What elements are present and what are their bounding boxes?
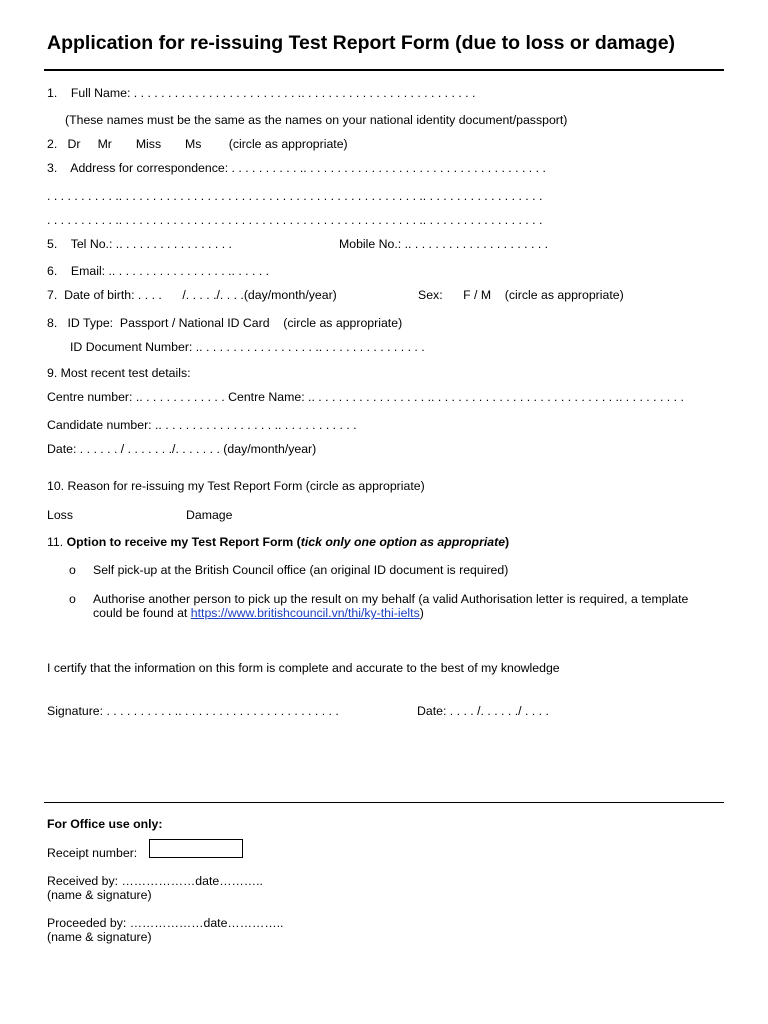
received-by-field[interactable]: Received by: ………………date……….. [47, 874, 263, 888]
full-name-field[interactable]: 1. Full Name: . . . . . . . . . . . . . . . . . . . . . . . . .. . . . . . . . . . . . . . . . . . . . . . . . . . [47, 86, 476, 100]
office-heading: For Office use only: [47, 817, 163, 831]
tel-field[interactable]: 5. Tel No.: .. . . . . . . . . . . . . . . . . [47, 237, 232, 251]
option-heading-bold: Option to receive my Test Report Form ( [66, 535, 301, 549]
form-title: Application for re-issuing Test Report Form (due to loss or damage) [47, 32, 676, 54]
signature-field[interactable]: Signature: . . . . . . . . . . .. . . . . . . . . . . . . . . . . . . . . . . . [47, 704, 339, 718]
damage-option[interactable]: Damage [186, 508, 233, 522]
centre-field[interactable]: Centre number: .. . . . . . . . . . . . . Centre Name: .. . . . . . . . . . . . . . . . . .. . . . . . . . . . . . . . . . . . . . . . . . . . . .. . . . . . . . . . [47, 390, 684, 404]
dob-field[interactable]: 7. Date of birth: . . . . /. . . . ./. . . .(day/month/year) [47, 288, 337, 302]
option-authorise-line1: Authorise another person to pick up the result on my behalf (a valid Authorisation letter is required, a template [93, 592, 689, 606]
ielts-link[interactable]: https://www.britishcouncil.vn/thi/ky-thi-ielts [190, 606, 420, 620]
option-heading-close: ) [505, 535, 510, 549]
title-options[interactable]: 2. Dr Mr Miss Ms (circle as appropriate) [47, 137, 348, 151]
address-line-3[interactable]: . . . . . . . . . . .. . . . . . . . . . . . . . . . . . . . . . . . . . . . . . . . . . . . . . . . . . . . .. . . . . . . . . . . . . . . . . . [47, 213, 543, 227]
option-authorise-prefix: could be found at [93, 606, 191, 620]
address-line-2[interactable]: . . . . . . . . . . .. . . . . . . . . . . . . . . . . . . . . . . . . . . . . . . . . . . . . . . . . . . . .. . . . . . . . . . . . . . . . . . [47, 189, 543, 203]
option-heading [47, 535, 509, 549]
proceeded-by-field[interactable]: Proceeded by: ………………date………….. [47, 916, 284, 930]
title-divider [44, 69, 724, 71]
signature-date-field[interactable]: Date: . . . . /. . . . . ./ . . . . [417, 704, 549, 718]
recent-test-heading: 9. Most recent test details: [47, 366, 191, 380]
certify-statement: I certify that the information on this form is complete and accurate to the best of my knowledge [47, 661, 560, 675]
sex-options[interactable]: Sex: F / M (circle as appropriate) [418, 288, 624, 302]
receipt-number-box[interactable] [149, 839, 243, 858]
reason-heading: 10. Reason for re-issuing my Test Report Form (circle as appropriate) [47, 479, 425, 493]
option-authorise-suffix: ) [419, 606, 424, 620]
option1-bullet[interactable]: o [69, 563, 76, 577]
loss-option[interactable]: Loss [47, 508, 73, 522]
option-authorise-line2 [93, 606, 424, 620]
test-date-field[interactable]: Date: . . . . . . / . . . . . . ./. . . . . . . (day/month/year) [47, 442, 317, 456]
receipt-label: Receipt number: [47, 846, 138, 860]
option-heading-italic: tick only one option as appropriate [300, 535, 506, 549]
address-field[interactable]: 3. Address for correspondence: . . . . . . . . . . .. . . . . . . . . . . . . . . . . . . . . . . . . . . . . . . . . . . . [47, 161, 546, 175]
option-number: 11. [47, 535, 67, 549]
candidate-field[interactable]: Candidate number: .. . . . . . . . . . . . . . . . . .. . . . . . . . . . . . [47, 418, 357, 432]
proceeded-note: (name & signature) [47, 930, 152, 944]
option-self-pickup: Self pick-up at the British Council office (an original ID document is required) [93, 563, 509, 577]
mobile-field[interactable]: Mobile No.: .. . . . . . . . . . . . . . . . . . . . . [339, 237, 549, 251]
email-field[interactable]: 6. Email: .. . . . . . . . . . . . . . . . . .. . . . . . [47, 264, 270, 278]
name-note: (These names must be the same as the names on your national identity document/passport) [65, 113, 568, 127]
id-type-options[interactable]: 8. ID Type: Passport / National ID Card (circle as appropriate) [47, 316, 403, 330]
id-number-field[interactable]: ID Document Number: .. . . . . . . . . . . . . . . . . .. . . . . . . . . . . . . . . . [70, 340, 425, 354]
office-divider [44, 802, 724, 803]
option2-bullet[interactable]: o [69, 592, 76, 606]
received-note: (name & signature) [47, 888, 152, 902]
